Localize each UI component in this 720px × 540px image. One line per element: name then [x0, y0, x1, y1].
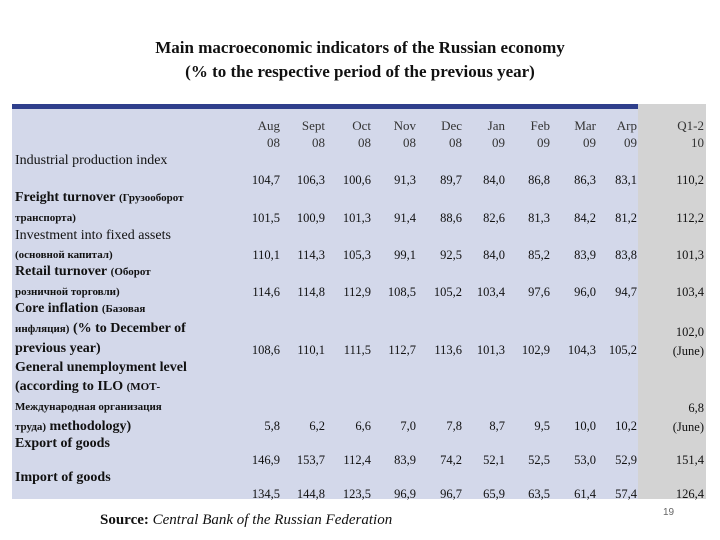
- table-cell: 110,1: [297, 343, 325, 357]
- table-cell: 101,5: [251, 211, 280, 225]
- title-line-1: Main macroeconomic indicators of the Russian economy: [155, 38, 565, 57]
- row-label-core-inflation: Core inflation (Базовая инфляция) (% to December of previous year): [15, 301, 186, 356]
- table-cell: 63,5: [528, 487, 550, 501]
- table-cell: 86,8: [528, 173, 550, 187]
- table-cell: 103,4: [476, 285, 505, 299]
- table-cell: 104,3: [567, 343, 596, 357]
- table-cell: 112,2: [676, 211, 704, 225]
- table-cell: 102,9: [521, 343, 550, 357]
- table-cell-note: (June): [672, 420, 704, 434]
- table-cell: 8,7: [489, 419, 505, 433]
- table-cell: 102,0: [675, 325, 704, 339]
- col-header: Mar 09: [574, 118, 596, 150]
- row-label-import: Import of goods: [15, 470, 111, 485]
- source-note: Source: Central Bank of the Russian Federation: [100, 512, 393, 528]
- table-cell: 146,9: [251, 453, 280, 467]
- table-cell: 92,5: [440, 248, 462, 262]
- table-cell: 81,2: [615, 211, 637, 225]
- table-cell: 61,4: [574, 487, 596, 501]
- col-header: Jan 09: [487, 118, 505, 150]
- table-cell: 10,2: [615, 419, 637, 433]
- table-cell: 111,5: [343, 343, 371, 357]
- table-cell: 100,9: [296, 211, 325, 225]
- table-cell: 83,9: [574, 248, 596, 262]
- col-header: Feb 09: [530, 118, 550, 150]
- col-header: Arp 09: [616, 118, 637, 150]
- table-cell: 101,3: [476, 343, 505, 357]
- table-cell: 96,0: [574, 285, 596, 299]
- col-header: Q1-2 10: [677, 118, 704, 150]
- table-cell: 123,5: [342, 487, 371, 501]
- table-cell: 114,3: [297, 248, 325, 262]
- table-cell: 126,4: [675, 487, 704, 501]
- table-cell: 108,6: [251, 343, 280, 357]
- table-cell: 86,3: [574, 173, 596, 187]
- table-cell: 52,9: [615, 453, 637, 467]
- table-cell: 52,1: [483, 453, 505, 467]
- table-cell: 83,9: [394, 453, 416, 467]
- table-cell: 10,0: [574, 419, 596, 433]
- q-column-background: [638, 104, 706, 499]
- table-cell: 91,3: [394, 173, 416, 187]
- row-label-retail-turnover: Retail turnover (Оборот розничной торговли): [15, 264, 151, 298]
- table-cell: 74,2: [440, 453, 462, 467]
- table-cell: 97,6: [528, 285, 550, 299]
- table-cell: 9,5: [534, 419, 550, 433]
- table-cell: 112,9: [343, 285, 371, 299]
- table-cell: 151,4: [675, 453, 704, 467]
- table-cell-note: (June): [672, 344, 704, 358]
- table-cell: 88,6: [440, 211, 462, 225]
- table-cell: 99,1: [394, 248, 416, 262]
- row-label-freight-turnover: Freight turnover (Грузооборот транспорта): [15, 190, 184, 224]
- table-cell: 81,3: [528, 211, 550, 225]
- table-cell: 153,7: [296, 453, 325, 467]
- table-cell: 85,2: [528, 248, 550, 262]
- row-label-unemployment: General unemployment level (according to ILO (МОТ- Международная организация труда) methodology): [15, 360, 187, 434]
- table-cell: 5,8: [264, 419, 280, 433]
- table-cell: 7,8: [446, 419, 462, 433]
- table-cell: 6,6: [355, 419, 371, 433]
- table-cell: 94,7: [615, 285, 637, 299]
- table-cell: 83,1: [615, 173, 637, 187]
- table-cell: 105,3: [342, 248, 371, 262]
- table-cell: 104,7: [251, 173, 280, 187]
- table-cell: 101,3: [675, 248, 704, 262]
- table-cell: 6,2: [309, 419, 325, 433]
- row-label-export: Export of goods: [15, 436, 110, 451]
- table-cell: 84,2: [574, 211, 596, 225]
- table-cell: 108,5: [387, 285, 416, 299]
- table-cell: 103,4: [675, 285, 704, 299]
- table-cell: 84,0: [483, 248, 505, 262]
- table-cell: 101,3: [342, 211, 371, 225]
- table-cell: 84,0: [483, 173, 505, 187]
- row-label-industrial-production: Industrial production index: [15, 153, 168, 168]
- table-cell: 114,6: [252, 285, 280, 299]
- col-header: Dec 08: [441, 118, 462, 150]
- title-line-2: (% to the respective period of the previous year): [185, 62, 535, 81]
- table-cell: 52,5: [528, 453, 550, 467]
- table-cell: 91,4: [394, 211, 416, 225]
- row-label-investment: Investment into fixed assets (основной капитал): [15, 228, 171, 261]
- table-cell: 6,8: [688, 401, 704, 415]
- table-cell: 96,9: [394, 487, 416, 501]
- page-number: 19: [663, 507, 675, 518]
- table-cell: 83,8: [615, 248, 637, 262]
- table-cell: 113,6: [434, 343, 462, 357]
- table-cell: 144,8: [296, 487, 325, 501]
- table-cell: 112,7: [388, 343, 416, 357]
- table-cell: 82,6: [483, 211, 505, 225]
- table-cell: 89,7: [440, 173, 462, 187]
- table-cell: 114,8: [297, 285, 325, 299]
- table-cell: 57,4: [615, 487, 637, 501]
- col-header: Aug 08: [257, 118, 280, 150]
- table-cell: 7,0: [400, 419, 416, 433]
- table-cell: 112,4: [343, 453, 371, 467]
- table-cell: 105,2: [608, 343, 637, 357]
- table-cell: 65,9: [483, 487, 505, 501]
- col-header: Nov 08: [393, 118, 416, 150]
- table-cell: 53,0: [574, 453, 596, 467]
- table-cell: 106,3: [296, 173, 325, 187]
- table-cell: 134,5: [251, 487, 280, 501]
- table-cell: 96,7: [440, 487, 462, 501]
- table-cell: 110,2: [676, 173, 704, 187]
- table-cell: 100,6: [342, 173, 371, 187]
- col-header: Oct 08: [352, 118, 371, 150]
- col-header: Sept 08: [301, 118, 325, 150]
- table-cell: 105,2: [433, 285, 462, 299]
- table-cell: 110,1: [252, 248, 280, 262]
